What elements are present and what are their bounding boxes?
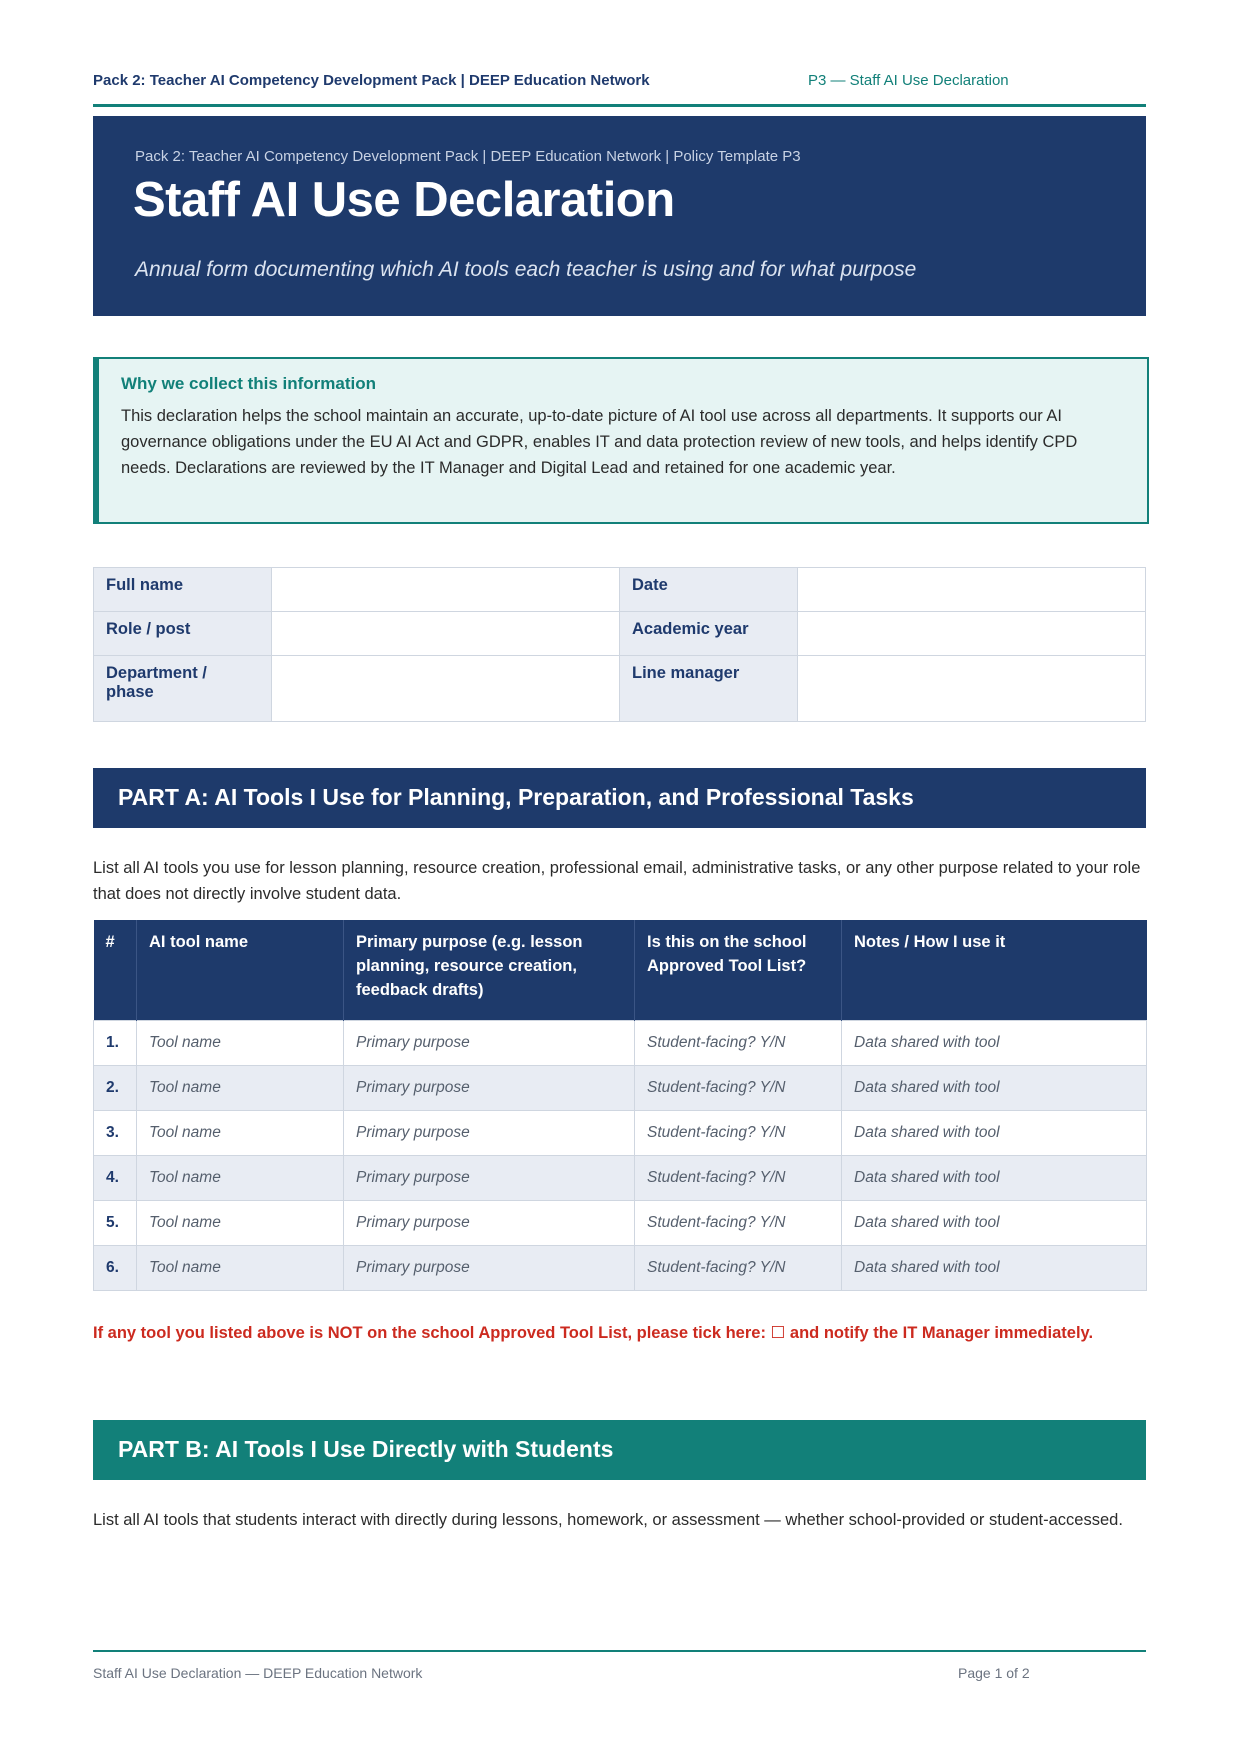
approved-cell[interactable]: Student-facing? Y/N (635, 1200, 842, 1245)
part-b-intro: List all AI tools that students interact with directly during lessons, homework, or assessment — whether school-provided or student-accessed. (93, 1511, 1123, 1529)
row-number: 6. (94, 1245, 137, 1290)
approved-cell[interactable]: Student-facing? Y/N (635, 1110, 842, 1155)
row-number: 3. (94, 1110, 137, 1155)
notes-cell[interactable]: Data shared with tool (842, 1155, 1147, 1200)
footer-left: Staff AI Use Declaration — DEEP Education Network (93, 1665, 423, 1681)
part-a-intro: List all AI tools you use for lesson planning, resource creation, professional email, administrative tasks, or any other purpose related to your role that does not directly involve student data. (93, 859, 1141, 903)
date-label: Date (620, 568, 798, 612)
primary-purpose-cell[interactable]: Primary purpose (344, 1245, 635, 1290)
column-header-tool-name: AI tool name (137, 920, 344, 1020)
header-divider (93, 104, 1146, 107)
department-field[interactable] (272, 656, 620, 722)
tool-name-cell[interactable]: Tool name (137, 1200, 344, 1245)
notes-cell[interactable]: Data shared with tool (842, 1245, 1147, 1290)
approved-cell[interactable]: Student-facing? Y/N (635, 1155, 842, 1200)
notes-cell[interactable]: Data shared with tool (842, 1200, 1147, 1245)
table-row (94, 1245, 1147, 1290)
row-number: 4. (94, 1155, 137, 1200)
approved-cell[interactable]: Student-facing? Y/N (635, 1065, 842, 1110)
page-title: Staff AI Use Declaration (133, 173, 675, 227)
row-number: 5. (94, 1200, 137, 1245)
part-a-tools-table (93, 920, 1147, 1291)
column-header-notes: Notes / How I use it (842, 920, 1147, 1020)
date-field[interactable] (798, 568, 1146, 612)
running-header (93, 72, 1146, 108)
table-row (94, 1110, 1147, 1155)
full-name-field[interactable] (272, 568, 620, 612)
table-row (94, 1065, 1147, 1110)
primary-purpose-cell[interactable]: Primary purpose (344, 1110, 635, 1155)
line-manager-label: Line manager (620, 656, 798, 722)
info-box-title: Why we collect this information (121, 374, 377, 393)
primary-purpose-cell[interactable]: Primary purpose (344, 1020, 635, 1065)
title-banner (93, 116, 1146, 316)
running-header-left: Pack 2: Teacher AI Competency Development Pack | DEEP Education Network (93, 72, 650, 89)
department-label: Department / phase (94, 656, 272, 722)
primary-purpose-cell[interactable]: Primary purpose (344, 1155, 635, 1200)
notes-cell[interactable]: Data shared with tool (842, 1065, 1147, 1110)
row-number: 2. (94, 1065, 137, 1110)
part-b-heading: PART B: AI Tools I Use Directly with Students (93, 1420, 1146, 1480)
column-header-number: # (94, 920, 137, 1020)
row-number: 1. (94, 1020, 137, 1065)
info-box-body: This declaration helps the school maintain an accurate, up-to-date picture of AI tool use across all departments. It supports our AI governance obligations under the EU AI Act and GDPR, enables IT and data protection review of new tools, and helps identify CPD needs. Declarations are reviewed by the IT Manager and Digital Lead and retained for one academic year. (121, 407, 1078, 477)
tool-name-cell[interactable]: Tool name (137, 1020, 344, 1065)
running-header-right: P3 — Staff AI Use Declaration (808, 72, 1009, 89)
role-field[interactable] (272, 612, 620, 656)
info-box (93, 357, 1149, 524)
primary-purpose-cell[interactable]: Primary purpose (344, 1200, 635, 1245)
notes-cell[interactable]: Data shared with tool (842, 1110, 1147, 1155)
notes-cell[interactable]: Data shared with tool (842, 1020, 1147, 1065)
page-subtitle: Annual form documenting which AI tools each teacher is using and for what purpose (135, 258, 917, 281)
tool-name-cell[interactable]: Tool name (137, 1245, 344, 1290)
footer-divider (93, 1650, 1146, 1652)
column-header-primary-purpose: Primary purpose (e.g. lesson planning, resource creation, feedback drafts) (344, 920, 635, 1020)
approved-cell[interactable]: Student-facing? Y/N (635, 1245, 842, 1290)
tool-name-cell[interactable]: Tool name (137, 1155, 344, 1200)
line-manager-field[interactable] (798, 656, 1146, 722)
tool-name-cell[interactable]: Tool name (137, 1065, 344, 1110)
unapproved-tool-warning: If any tool you listed above is NOT on the school Approved Tool List, please tick here: ☐ and notify the IT Manager immediately. (93, 1324, 1094, 1342)
banner-breadcrumb: Pack 2: Teacher AI Competency Development Pack | DEEP Education Network | Policy Template P3 (135, 148, 801, 165)
column-header-approved: Is this on the school Approved Tool List? (635, 920, 842, 1020)
role-label: Role / post (94, 612, 272, 656)
full-name-label: Full name (94, 568, 272, 612)
table-row (94, 1200, 1147, 1245)
academic-year-field[interactable] (798, 612, 1146, 656)
primary-purpose-cell[interactable]: Primary purpose (344, 1065, 635, 1110)
table-row (94, 1020, 1147, 1065)
table-row (94, 1155, 1147, 1200)
tool-name-cell[interactable]: Tool name (137, 1110, 344, 1155)
approved-cell[interactable]: Student-facing? Y/N (635, 1020, 842, 1065)
page-number: Page 1 of 2 (958, 1665, 1030, 1681)
academic-year-label: Academic year (620, 612, 798, 656)
table-header-row (94, 920, 1147, 1020)
personal-details-table (93, 567, 1146, 722)
part-a-heading: PART A: AI Tools I Use for Planning, Preparation, and Professional Tasks (93, 768, 1146, 828)
